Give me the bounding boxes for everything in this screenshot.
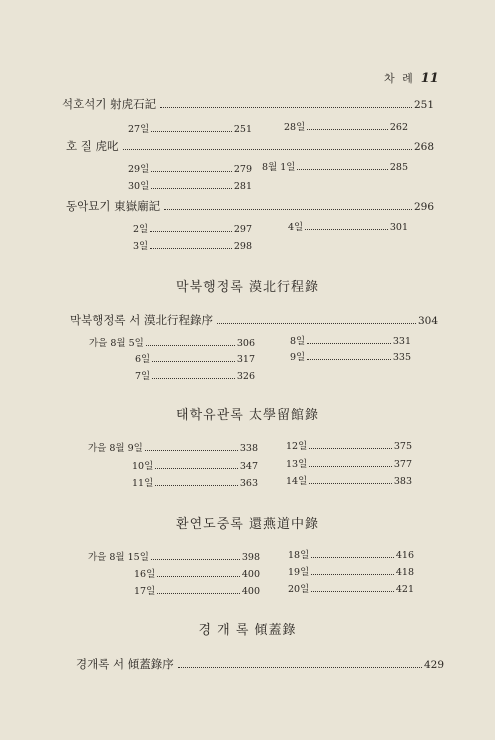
toc-subentry[interactable] [288, 219, 408, 233]
sub-page: 400 [241, 586, 260, 597]
sub-label: 12일 [286, 441, 308, 452]
dot-leader [151, 171, 232, 172]
sub-page: 335 [392, 352, 411, 363]
dot-leader [164, 209, 412, 210]
sub-page: 338 [239, 443, 258, 454]
section-heading: 환연도중록 還燕道中錄 [176, 517, 319, 532]
toc-subentry[interactable] [88, 440, 258, 454]
sub-page: 377 [393, 459, 412, 470]
sub-page: 363 [239, 478, 258, 489]
dot-leader [307, 343, 391, 344]
toc-subentry[interactable] [128, 121, 252, 135]
sub-label: 8월 1일 [262, 162, 296, 173]
entry-page: 429 [423, 659, 444, 671]
dot-leader [311, 574, 394, 575]
entry-title: 호 질 虎叱 [66, 139, 119, 153]
sub-label: 가을 8월 9일 [88, 443, 143, 454]
dot-leader [307, 129, 388, 130]
sub-page: 331 [392, 336, 411, 347]
dot-leader [311, 591, 394, 592]
dot-leader [307, 359, 391, 360]
sub-label: 9일 [290, 352, 306, 363]
toc-subentry[interactable] [134, 566, 260, 580]
toc-entry[interactable] [70, 312, 438, 328]
dot-leader [155, 468, 238, 469]
dot-leader [178, 667, 422, 668]
sub-page: 281 [233, 181, 252, 192]
sub-page: 375 [393, 441, 412, 452]
dot-leader [157, 576, 240, 577]
dot-leader [305, 229, 388, 230]
dot-leader [151, 559, 240, 560]
header-label: 차 례 [384, 72, 415, 85]
sub-page: 421 [395, 584, 414, 595]
sub-label: 7일 [135, 371, 151, 382]
section-heading: 경 개 록 傾蓋錄 [198, 623, 297, 638]
dot-leader [160, 107, 412, 108]
sub-page: 400 [241, 569, 260, 580]
sub-page: 262 [389, 122, 408, 133]
toc-subentry[interactable] [288, 564, 414, 578]
dot-leader [155, 485, 238, 486]
sub-label: 28일 [284, 122, 306, 133]
sub-label: 6일 [135, 354, 151, 365]
sub-page: 347 [239, 461, 258, 472]
sub-page: 279 [233, 164, 252, 175]
entry-page: 296 [413, 201, 434, 213]
toc-subentry[interactable] [132, 458, 258, 472]
dot-leader [157, 593, 240, 594]
sub-page: 383 [393, 476, 412, 487]
entry-page: 251 [413, 99, 434, 111]
page-header [384, 70, 439, 86]
entry-page: 268 [413, 141, 434, 153]
header-page-number: 11 [420, 71, 439, 86]
dot-leader [150, 231, 232, 232]
sub-label: 4일 [288, 222, 304, 233]
entry-title: 경개록 서 傾蓋錄序 [76, 657, 174, 671]
sub-label: 11일 [132, 478, 154, 489]
sub-page: 297 [233, 224, 252, 235]
sub-page: 418 [395, 567, 414, 578]
toc-subentry[interactable] [286, 456, 412, 470]
toc-subentry[interactable] [128, 178, 252, 192]
sub-label: 17일 [134, 586, 156, 597]
dot-leader [152, 378, 235, 379]
dot-leader [309, 483, 392, 484]
toc-subentry[interactable] [135, 351, 255, 365]
sub-label: 가을 8월 15일 [88, 552, 149, 563]
sub-label: 가을 8월 5일 [89, 338, 144, 349]
toc-subentry[interactable] [284, 119, 408, 133]
toc-entry[interactable] [66, 138, 434, 154]
dot-leader [309, 448, 392, 449]
dot-leader [151, 131, 232, 132]
entry-title: 막북행정록 서 漠北行程錄序 [70, 313, 213, 327]
toc-subentry[interactable] [133, 221, 252, 235]
toc-entry[interactable] [66, 198, 434, 214]
sub-page: 251 [233, 124, 252, 135]
toc-subentry[interactable] [286, 473, 412, 487]
sub-label: 19일 [288, 567, 310, 578]
section-heading: 막북행정록 漠北行程錄 [176, 280, 319, 295]
entry-title: 석호석기 射虎石記 [62, 97, 157, 111]
sub-page: 301 [389, 222, 408, 233]
toc-entry[interactable] [62, 96, 434, 112]
sub-page: 306 [236, 338, 255, 349]
dot-leader [145, 450, 238, 451]
sub-page: 416 [395, 550, 414, 561]
toc-subentry[interactable] [286, 438, 412, 452]
dot-leader [311, 557, 394, 558]
toc-subentry[interactable] [290, 333, 411, 347]
section-heading: 태학유관록 太學留館錄 [176, 408, 319, 423]
toc-subentry[interactable] [290, 349, 411, 363]
toc-subentry[interactable] [135, 368, 255, 382]
toc-subentry[interactable] [288, 581, 414, 595]
sub-page: 298 [233, 241, 252, 252]
toc-subentry[interactable] [128, 161, 252, 175]
dot-leader [151, 188, 232, 189]
entry-title: 동악묘기 東嶽廟記 [66, 199, 161, 213]
sub-label: 29일 [128, 164, 150, 175]
toc-subentry[interactable] [89, 335, 255, 349]
dot-leader [217, 323, 416, 324]
sub-label: 13일 [286, 459, 308, 470]
sub-label: 27일 [128, 124, 150, 135]
sub-page: 398 [241, 552, 260, 563]
sub-page: 326 [236, 371, 255, 382]
entry-page: 304 [417, 315, 438, 327]
toc-subentry[interactable] [88, 549, 260, 563]
sub-label: 8일 [290, 336, 306, 347]
toc-subentry[interactable] [288, 547, 414, 561]
sub-label: 3일 [133, 241, 149, 252]
toc-subentry[interactable] [262, 159, 408, 173]
dot-leader [297, 169, 387, 170]
dot-leader [309, 466, 392, 467]
dot-leader [123, 149, 412, 150]
dot-leader [150, 248, 232, 249]
sub-label: 30일 [128, 181, 150, 192]
sub-label: 20일 [288, 584, 310, 595]
sub-label: 10일 [132, 461, 154, 472]
sub-label: 14일 [286, 476, 308, 487]
dot-leader [152, 361, 235, 362]
toc-subentry[interactable] [134, 583, 260, 597]
toc-entry[interactable] [76, 656, 444, 672]
sub-page: 317 [236, 354, 255, 365]
sub-label: 16일 [134, 569, 156, 580]
toc-subentry[interactable] [132, 475, 258, 489]
dot-leader [146, 345, 235, 346]
sub-label: 18일 [288, 550, 310, 561]
sub-page: 285 [389, 162, 408, 173]
sub-label: 2일 [133, 224, 149, 235]
toc-subentry[interactable] [133, 238, 252, 252]
